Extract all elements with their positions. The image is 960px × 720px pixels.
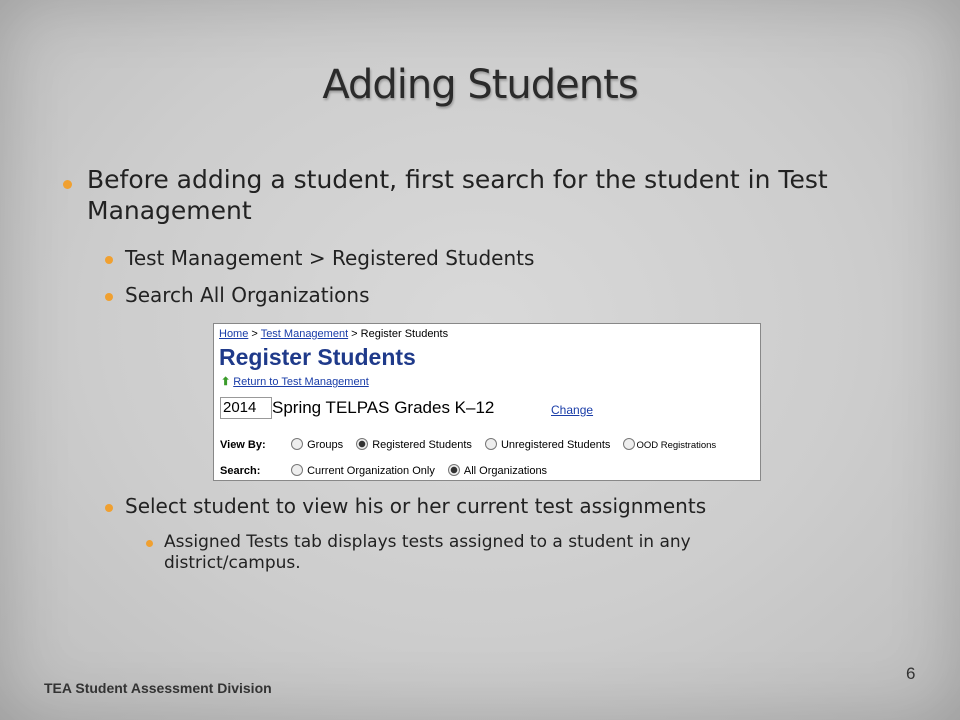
search-row <box>220 464 553 477</box>
breadcrumb-separator: > <box>348 328 361 340</box>
view-by-label: View By: <box>220 439 266 451</box>
radio-registered-students[interactable] <box>356 438 368 450</box>
breadcrumb-home-link[interactable]: Home <box>219 328 249 340</box>
radio-ood-registrations[interactable] <box>623 438 635 450</box>
page-number: 6 <box>906 664 916 683</box>
footer-organization: TEA Student Assessment Division <box>44 680 272 696</box>
return-to-test-management-link[interactable]: Return to Test Management <box>233 376 369 388</box>
change-test-link[interactable]: Change <box>551 403 594 417</box>
bullet-level2 <box>125 246 534 271</box>
bullet-level1 <box>87 165 887 227</box>
radio-groups[interactable] <box>291 438 303 450</box>
page-heading: Register Students <box>219 344 416 370</box>
radio-label: Registered Students <box>372 439 472 451</box>
slide-title: Adding Students <box>322 62 638 108</box>
radio-label: OOD Registrations <box>636 440 717 451</box>
radio-label: Current Organization Only <box>307 465 435 477</box>
test-name: Spring TELPAS Grades K–12 <box>272 398 495 417</box>
bullet-text: Test Management > Registered Students <box>125 246 535 270</box>
year-field[interactable]: 2014 <box>220 397 272 419</box>
breadcrumb-current: Register Students <box>360 328 449 340</box>
bullet-level2 <box>125 283 370 308</box>
return-link-row <box>221 375 369 388</box>
bullet-dot-icon <box>105 293 113 301</box>
breadcrumb <box>219 328 448 340</box>
bullet-text: Before adding a student, first search for the student in Test Management <box>87 165 828 225</box>
radio-label: Unregistered Students <box>500 439 611 451</box>
bullet-dot-icon <box>146 540 153 547</box>
breadcrumb-test-management-link[interactable]: Test Management <box>260 328 349 340</box>
radio-label: Groups <box>307 439 344 451</box>
view-by-row <box>220 438 722 451</box>
breadcrumb-separator: > <box>248 328 261 340</box>
bullet-text: Select student to view his or her current test assignments <box>125 494 707 518</box>
search-label: Search: <box>220 465 261 477</box>
bullet-text: Search All Organizations <box>125 283 370 307</box>
bullet-dot-icon <box>105 504 113 512</box>
bullet-level3 <box>164 532 814 574</box>
bullet-dot-icon <box>105 256 113 264</box>
radio-current-organization[interactable] <box>291 464 303 476</box>
register-students-screenshot <box>213 323 761 481</box>
radio-unregistered-students[interactable] <box>485 438 497 450</box>
radio-all-organizations[interactable] <box>448 464 460 476</box>
radio-label: All Organizations <box>463 465 548 477</box>
bullet-dot-icon <box>63 180 72 189</box>
bullet-level2 <box>125 494 706 519</box>
green-up-arrow-icon: ⬆ <box>221 376 231 388</box>
bullet-text: Assigned Tests tab displays tests assigned to a student in any district/campus. <box>164 532 691 573</box>
